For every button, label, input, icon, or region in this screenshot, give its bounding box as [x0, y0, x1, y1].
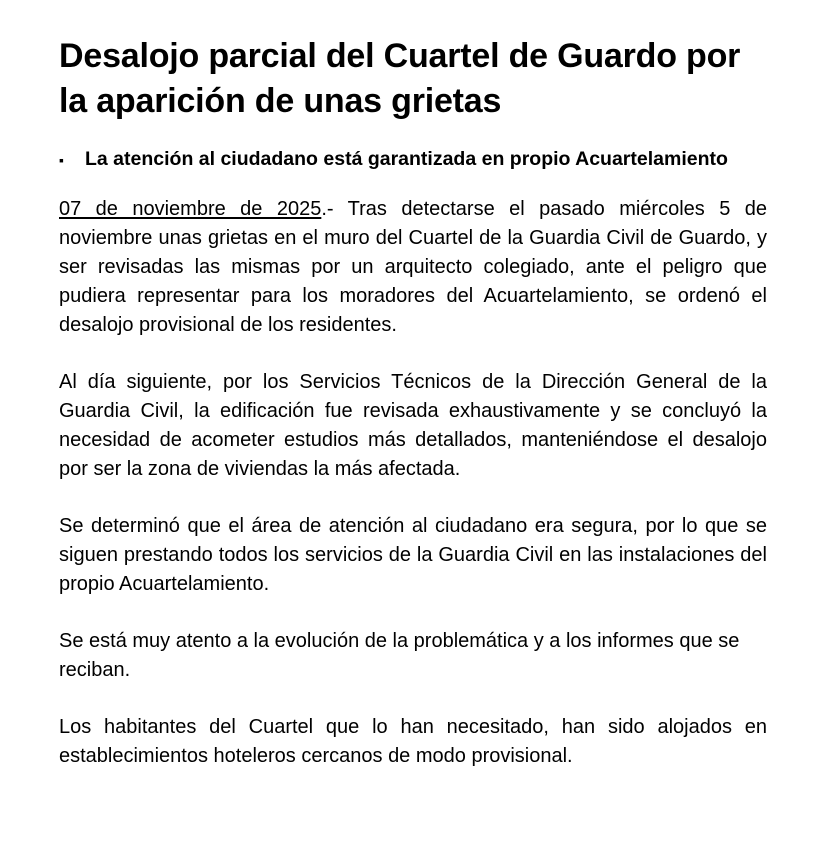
subtitle-bullet-item [59, 146, 767, 173]
subtitle-text: La atención al ciudadano está garantizada en propio Acuartelamiento [85, 148, 728, 170]
paragraph-4: Se está muy atento a la evolución de la problemática y a los informes que se reciban. [59, 630, 740, 681]
page-title: Desalojo parcial del Cuartel de Guardo por la aparición de unas grietas [59, 37, 741, 120]
paragraph-1-text: Tras detectarse el pasado miércoles 5 de noviembre unas grietas en el muro del Cuartel de la Guardia Civil de Guardo, y ser revisadas las mismas por un arquitecto colegiado, ante el peligro que pudiera representar para los moradores del Acuartelamiento, se ordenó el desalojo provisional de los residentes. [59, 198, 767, 336]
paragraph-5: Los habitantes del Cuartel que lo han necesitado, han sido alojados en establecimientos hoteleros cercanos de modo provisional. [59, 716, 767, 767]
paragraph-2: Al día siguiente, por los Servicios Técnicos de la Dirección General de la Guardia Civil, la edificación fue revisada exhaustivamente y se concluyó la necesidad de acometer estudios más detallados, manteniéndose el desalojo por ser la zona de viviendas la más afectada. [59, 371, 767, 480]
press-release [59, 34, 767, 799]
paragraph-3: Se determinó que el área de atención al ciudadano era segura, por lo que se siguen prestando todos los servicios de la Guardia Civil en las instalaciones del propio Acuartelamiento. [59, 515, 767, 595]
publication-date: 07 de noviembre de 2025 [59, 198, 322, 220]
article-body [59, 195, 767, 771]
date-separator: .- [321, 198, 334, 220]
square-bullet-icon: ▪ [59, 152, 64, 168]
paragraph-1 [59, 195, 767, 340]
